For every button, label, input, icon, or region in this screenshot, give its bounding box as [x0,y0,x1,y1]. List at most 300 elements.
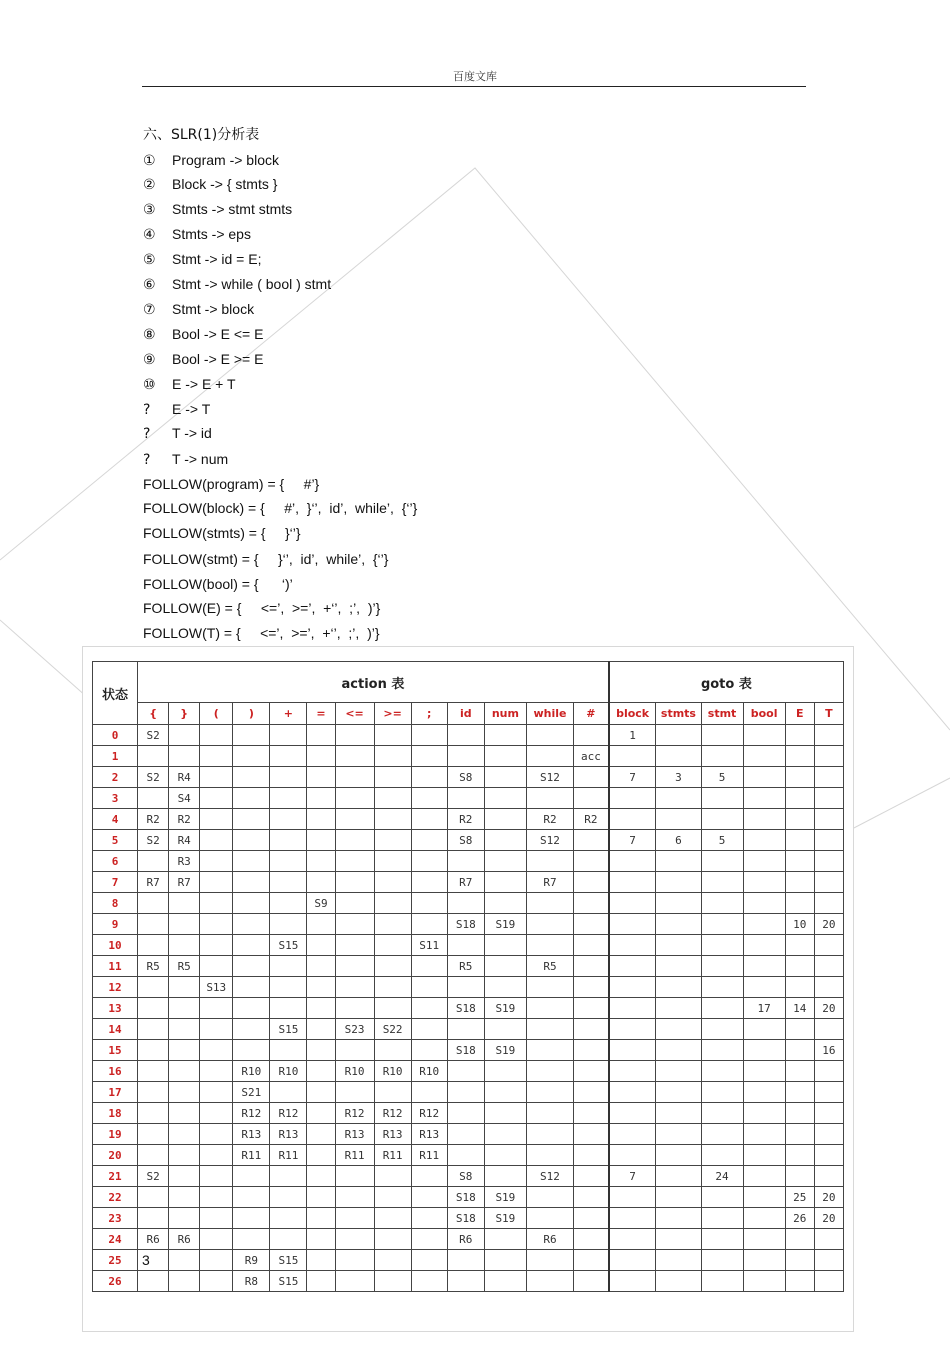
goto-cell [785,1082,814,1103]
action-cell [484,1082,526,1103]
action-cell: R10 [233,1061,270,1082]
production-text: Stmts -> stmt stmts [172,201,293,217]
action-cell [526,788,573,809]
action-cell [447,1124,484,1145]
action-cell [138,998,169,1019]
symbol-header: ; [411,703,447,725]
action-cell [270,746,307,767]
goto-cell [743,767,785,788]
state-cell: 9 [93,914,138,935]
action-cell [169,914,200,935]
action-cell [270,1082,307,1103]
symbol-header: } [169,703,200,725]
state-cell: 10 [93,935,138,956]
table-row [93,1271,844,1292]
action-cell: S15 [270,1019,307,1040]
goto-cell [609,935,656,956]
action-cell [574,725,609,746]
action-cell [307,1019,335,1040]
goto-cell [743,1187,785,1208]
action-cell [233,893,270,914]
action-cell [484,746,526,767]
action-cell: S18 [447,1040,484,1061]
action-cell [270,956,307,977]
table-row [93,851,844,872]
action-cell [484,1229,526,1250]
production-number: ⑤ [143,252,156,268]
action-cell [307,1103,335,1124]
symbol-header: block [609,703,656,725]
goto-cell [609,1040,656,1061]
goto-cell [785,1229,814,1250]
action-cell [526,1082,573,1103]
action-cell [307,998,335,1019]
action-cell [233,1208,270,1229]
goto-cell [785,1145,814,1166]
action-cell [374,851,411,872]
goto-cell [701,851,743,872]
goto-cell: 1 [609,725,656,746]
goto-cell [743,746,785,767]
action-cell: R11 [270,1145,307,1166]
goto-cell [743,956,785,977]
action-cell [138,1040,169,1061]
goto-cell [656,851,701,872]
action-cell: S2 [138,725,169,746]
action-cell [447,1019,484,1040]
table-row [93,725,844,746]
action-cell [307,1166,335,1187]
goto-cell [743,914,785,935]
production-number: ① [143,153,156,169]
action-cell: S15 [270,1250,307,1271]
production-text: Bool -> E >= E [172,351,264,367]
action-cell [447,1271,484,1292]
action-cell [270,977,307,998]
action-cell [200,893,233,914]
goto-cell [743,809,785,830]
goto-cell [701,956,743,977]
action-cell [484,851,526,872]
state-cell: 24 [93,1229,138,1250]
action-cell [574,767,609,788]
production-3 [143,201,292,218]
production-text: Program -> block [172,152,279,168]
goto-cell: 20 [814,914,843,935]
follow-set-3: FOLLOW(stmts) = { }‘’} [143,525,301,541]
goto-cell [656,1103,701,1124]
goto-cell [609,1187,656,1208]
goto-cell [609,1250,656,1271]
action-cell [574,1103,609,1124]
table-row [93,893,844,914]
goto-cell: 6 [656,830,701,851]
action-cell [169,977,200,998]
action-cell [169,998,200,1019]
action-cell [307,1208,335,1229]
table-row [93,1166,844,1187]
symbol-header: stmt [701,703,743,725]
action-cell: R10 [335,1061,374,1082]
action-cell [447,851,484,872]
symbol-header: bool [743,703,785,725]
action-cell: R10 [270,1061,307,1082]
action-cell [447,1103,484,1124]
action-cell: R13 [233,1124,270,1145]
goto-cell: 10 [785,914,814,935]
goto-cell [609,1082,656,1103]
goto-cell [814,809,843,830]
goto-cell [701,746,743,767]
action-cell [233,935,270,956]
state-cell: 3 [93,788,138,809]
action-cell [138,1124,169,1145]
action-cell [233,788,270,809]
action-cell [374,1208,411,1229]
action-cell [574,935,609,956]
action-cell: R10 [411,1061,447,1082]
action-cell [200,1271,233,1292]
action-cell [335,1082,374,1103]
action-cell [574,1061,609,1082]
action-cell: R2 [138,809,169,830]
goto-cell [701,1019,743,1040]
goto-cell [814,746,843,767]
action-cell: S2 [138,830,169,851]
action-cell [138,1019,169,1040]
symbol-header: { [138,703,169,725]
production-12 [143,425,212,442]
header-divider [142,86,806,87]
action-cell [526,1124,573,1145]
action-cell [484,956,526,977]
action-cell [374,767,411,788]
action-cell [411,809,447,830]
action-cell: R11 [233,1145,270,1166]
action-cell: R13 [411,1124,447,1145]
goto-cell [743,788,785,809]
goto-cell [743,830,785,851]
action-cell [200,725,233,746]
action-cell: S19 [484,1187,526,1208]
table-row [93,1019,844,1040]
table-row [93,1208,844,1229]
action-cell [374,1229,411,1250]
action-cell [307,851,335,872]
goto-cell [656,893,701,914]
goto-cell [609,893,656,914]
action-cell [169,1019,200,1040]
table-row [93,1082,844,1103]
goto-cell [701,998,743,1019]
production-11 [143,401,210,418]
state-cell: 20 [93,1145,138,1166]
action-cell: S11 [411,935,447,956]
action-cell: R11 [411,1145,447,1166]
goto-cell [609,1229,656,1250]
action-cell: S19 [484,1208,526,1229]
action-cell [526,1019,573,1040]
goto-cell [743,1250,785,1271]
action-cell: R5 [138,956,169,977]
action-cell [447,977,484,998]
action-cell [138,1103,169,1124]
action-cell [411,788,447,809]
action-cell: S18 [447,998,484,1019]
state-cell: 2 [93,767,138,788]
action-cell [484,1166,526,1187]
action-cell [200,935,233,956]
action-cell: R7 [526,872,573,893]
action-cell [526,998,573,1019]
goto-cell [609,1061,656,1082]
action-cell [526,1208,573,1229]
goto-cell [814,1250,843,1271]
symbol-header: = [307,703,335,725]
goto-cell [785,1271,814,1292]
action-cell [307,1040,335,1061]
table-row [93,1187,844,1208]
goto-cell [814,935,843,956]
production-number: ⑧ [143,327,156,343]
goto-cell [609,809,656,830]
action-cell [307,872,335,893]
state-cell: 14 [93,1019,138,1040]
action-cell [270,1187,307,1208]
action-cell [270,1166,307,1187]
action-cell [411,998,447,1019]
action-cell [374,1166,411,1187]
action-cell [200,1061,233,1082]
table-row [93,872,844,893]
action-cell [335,893,374,914]
goto-cell [785,788,814,809]
action-cell [411,830,447,851]
action-cell [484,830,526,851]
action-cell [574,1166,609,1187]
action-cell: R13 [270,1124,307,1145]
action-cell [411,1166,447,1187]
action-cell [233,956,270,977]
goto-cell [814,1229,843,1250]
production-number: ⑨ [143,352,156,368]
action-cell [335,725,374,746]
slr-parse-table [92,661,844,1292]
action-cell [526,1250,573,1271]
symbol-header: # [574,703,609,725]
action-cell [484,1250,526,1271]
action-cell [270,1040,307,1061]
action-cell [526,893,573,914]
action-cell [335,1250,374,1271]
action-cell: S9 [307,893,335,914]
production-text: Stmts -> eps [172,226,251,242]
action-cell: R12 [335,1103,374,1124]
goto-cell [785,1019,814,1040]
action-cell [169,746,200,767]
action-cell [526,746,573,767]
goto-cell: 3 [656,767,701,788]
goto-cell [609,1271,656,1292]
action-cell: R5 [447,956,484,977]
action-cell: R13 [374,1124,411,1145]
action-cell [169,1145,200,1166]
goto-cell: 25 [785,1187,814,1208]
symbol-header: id [447,703,484,725]
action-cell [200,914,233,935]
production-number: ⑩ [143,377,156,393]
action-cell [574,1019,609,1040]
action-cell: R13 [335,1124,374,1145]
action-cell: R8 [233,1271,270,1292]
action-cell [574,1082,609,1103]
goto-cell [701,1040,743,1061]
action-cell [447,1145,484,1166]
table-row [93,935,844,956]
action-cell: S15 [270,1271,307,1292]
action-cell [138,1271,169,1292]
goto-cell [656,1229,701,1250]
goto-cell [609,914,656,935]
action-cell [374,809,411,830]
action-cell [335,1166,374,1187]
action-cell: R7 [138,872,169,893]
action-cell [270,725,307,746]
action-cell [270,872,307,893]
action-cell [411,872,447,893]
action-cell [574,1271,609,1292]
table-row [93,998,844,1019]
goto-cell [814,851,843,872]
goto-cell [814,1124,843,1145]
action-cell [138,935,169,956]
goto-cell [701,1103,743,1124]
action-cell [374,977,411,998]
production-number: ? [143,426,151,442]
action-cell [307,767,335,788]
goto-cell [743,851,785,872]
action-cell [374,788,411,809]
action-cell [335,767,374,788]
action-cell [270,809,307,830]
action-cell: S21 [233,1082,270,1103]
action-cell [270,851,307,872]
action-cell: R10 [374,1061,411,1082]
goto-cell [656,725,701,746]
goto-cell: 16 [814,1040,843,1061]
action-cell [484,809,526,830]
action-cell: R6 [526,1229,573,1250]
production-text: T -> id [172,425,212,441]
action-cell [200,767,233,788]
action-cell [169,1103,200,1124]
goto-cell [701,893,743,914]
action-cell [307,1061,335,1082]
goto-cell [814,1166,843,1187]
action-cell [169,1040,200,1061]
action-cell [233,809,270,830]
action-cell [335,1229,374,1250]
state-cell: 0 [93,725,138,746]
action-cell [411,851,447,872]
action-cell [307,935,335,956]
action-cell [335,830,374,851]
state-cell: 15 [93,1040,138,1061]
production-text: Stmt -> block [172,301,255,317]
action-cell [138,1061,169,1082]
symbol-header: ( [200,703,233,725]
action-cell [447,893,484,914]
goto-cell [656,1166,701,1187]
action-cell [447,1082,484,1103]
action-cell: S18 [447,1208,484,1229]
goto-cell [609,956,656,977]
action-cell [307,809,335,830]
production-5 [143,251,261,268]
action-cell: R3 [169,851,200,872]
action-cell [411,914,447,935]
follow-set-5: FOLLOW(bool) = { ‘)’ [143,576,293,592]
production-10 [143,376,236,393]
action-cell [200,1082,233,1103]
production-text: Stmt -> while ( bool ) stmt [172,276,332,292]
state-cell: 25 [93,1250,138,1271]
action-cell [335,872,374,893]
action-cell [335,1187,374,1208]
action-cell [169,1208,200,1229]
goto-cell [656,1271,701,1292]
goto-cell [743,977,785,998]
production-8 [143,326,263,343]
goto-cell [785,1061,814,1082]
action-cell [335,1040,374,1061]
action-cell [169,1124,200,1145]
goto-cell [656,914,701,935]
goto-cell [656,746,701,767]
action-cell: S12 [526,767,573,788]
action-cell [447,788,484,809]
action-cell [484,725,526,746]
action-cell [200,746,233,767]
action-cell: S8 [447,830,484,851]
action-cell [526,977,573,998]
table-row [93,746,844,767]
production-number: ⑥ [143,277,156,293]
action-cell [447,725,484,746]
goto-cell [701,1145,743,1166]
production-number: ② [143,177,156,193]
production-2 [143,176,277,193]
goto-cell [656,872,701,893]
goto-cell [814,1103,843,1124]
action-cell [411,1187,447,1208]
action-cell [233,872,270,893]
goto-cell [656,956,701,977]
goto-cell [814,1145,843,1166]
action-cell [335,1271,374,1292]
goto-cell [814,767,843,788]
state-cell: 17 [93,1082,138,1103]
symbol-header: + [270,703,307,725]
action-cell [200,1229,233,1250]
production-number: ? [143,452,151,468]
action-cell [233,1187,270,1208]
goto-cell [743,1019,785,1040]
goto-cell [814,1271,843,1292]
action-cell [335,809,374,830]
action-cell [233,977,270,998]
action-cell [233,851,270,872]
